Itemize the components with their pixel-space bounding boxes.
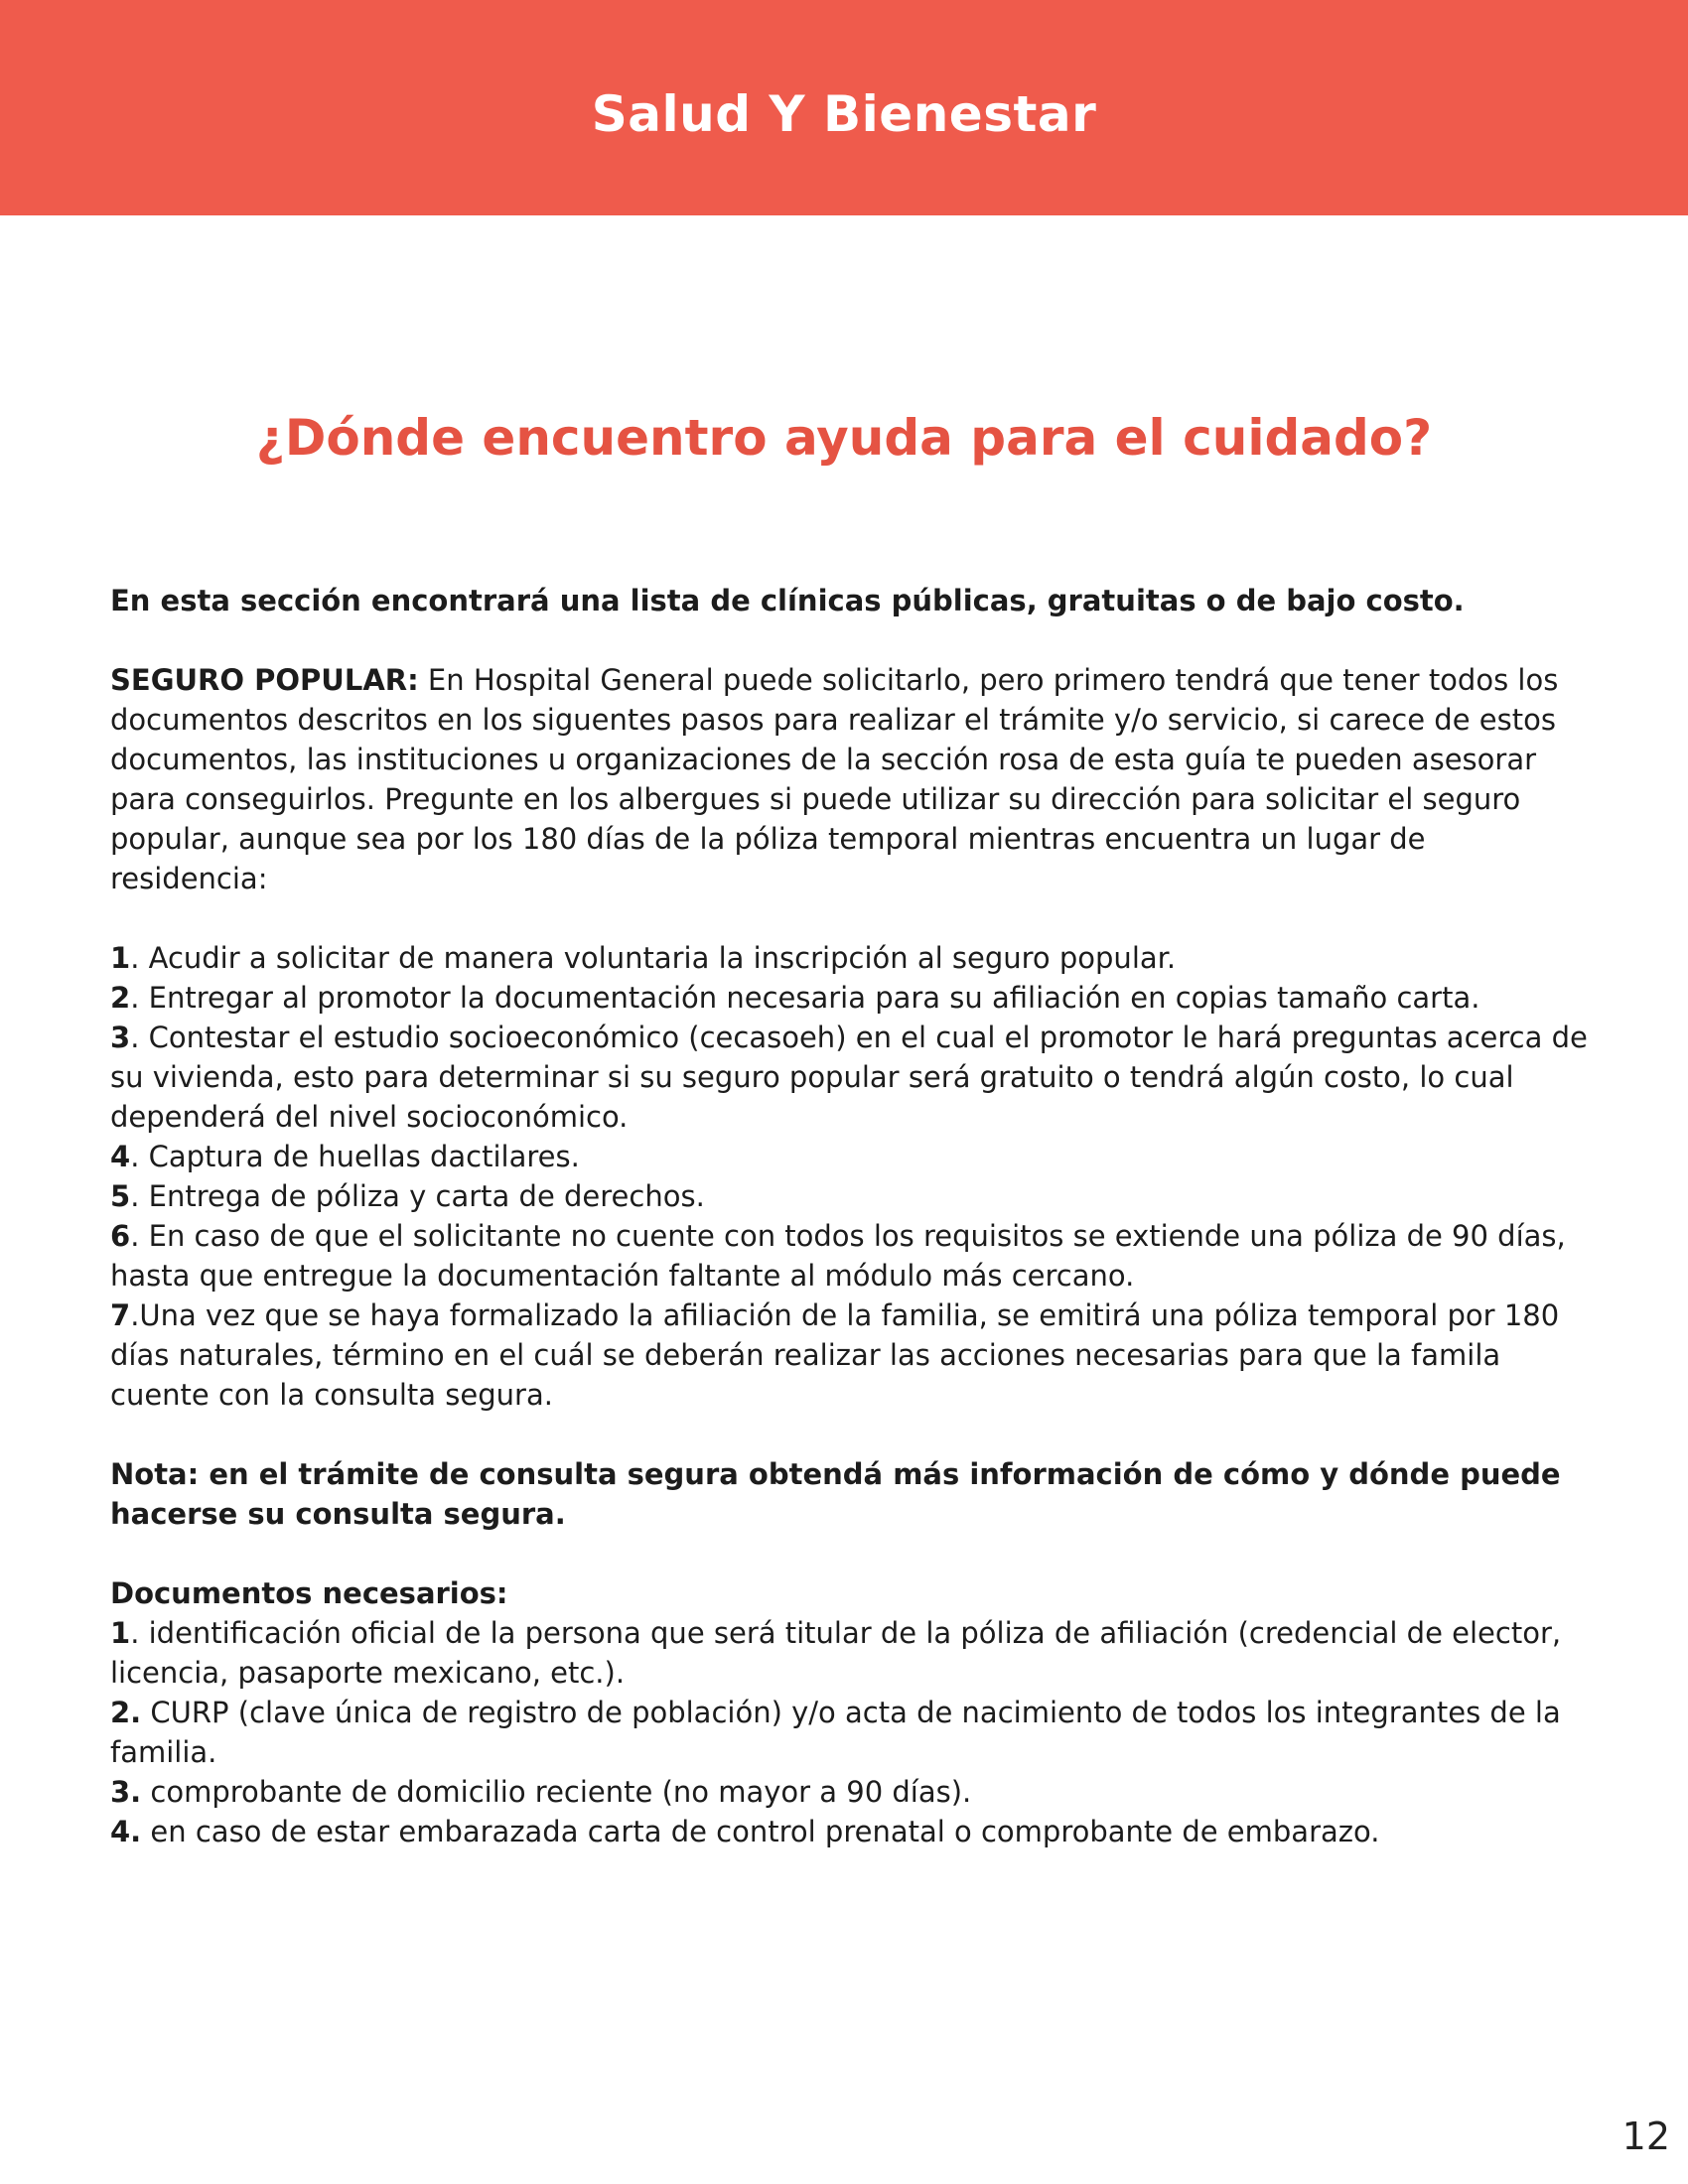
list-item [110, 1137, 1590, 1176]
list-item [110, 1296, 1590, 1415]
list-item [110, 938, 1590, 978]
header-title: Salud Y Bienestar [591, 85, 1097, 143]
document-number: 4. [110, 1815, 142, 1848]
step-number: 4 [110, 1140, 131, 1173]
note-text: Nota: en el trámite de consulta segura obtendá más información de cómo y dónde puede hacerse su consulta segura. [110, 1457, 1561, 1531]
document-text: CURP (clave única de registro de población) y/o acta de nacimiento de todos los integrantes de la familia. [110, 1696, 1561, 1769]
seguro-paragraph [110, 660, 1590, 898]
main-content [110, 581, 1590, 1851]
step-text: . Entrega de póliza y carta de derechos. [130, 1179, 705, 1213]
list-item [110, 1772, 1590, 1812]
list-item [110, 1812, 1590, 1851]
step-number: 6 [110, 1219, 131, 1253]
list-item [110, 1613, 1590, 1693]
seguro-text: En Hospital General puede solicitarlo, pero primero tendrá que tener todos los documentos descritos en los siguentes pasos para realizar el trámite y/o servicio, si carece de estos documentos, las instituciones u organizaciones de la sección rosa de esta guía te pueden asesorar para conseguirlos. Pregunte en los albergues si puede utilizar su dirección para solicitar el seguro popular, aunque sea por los 180 días de la póliza temporal mientras encuentra un lugar de residencia: [110, 663, 1559, 895]
page-number: 12 [1621, 2115, 1670, 2158]
intro-text: En esta sección encontrará una lista de clínicas públicas, gratuitas o de bajo costo. [110, 584, 1465, 617]
step-number: 7 [110, 1298, 131, 1332]
steps-list [110, 938, 1590, 1415]
documents-list [110, 1613, 1590, 1851]
document-number: 2. [110, 1696, 142, 1729]
document-number: 3. [110, 1775, 142, 1809]
document-text: en caso de estar embarazada carta de control prenatal o comprobante de embarazo. [141, 1815, 1380, 1848]
section-title: ¿Dónde encuentro ayuda para el cuidado? [255, 409, 1433, 467]
list-item [110, 1176, 1590, 1216]
document-text: . identificación oficial de la persona que será titular de la póliza de afiliación (credencial de elector, licencia, pasaporte mexicano, etc.). [110, 1616, 1562, 1690]
step-number: 3 [110, 1021, 131, 1054]
list-item [110, 978, 1590, 1018]
header-band [0, 0, 1688, 215]
document-text: comprobante de domicilio reciente (no mayor a 90 días). [141, 1775, 972, 1809]
step-number: 5 [110, 1179, 131, 1213]
list-item [110, 1018, 1590, 1137]
step-number: 1 [110, 941, 131, 975]
seguro-label: SEGURO POPULAR: [110, 663, 419, 697]
step-text: . Acudir a solicitar de manera voluntaria la inscripción al seguro popular. [130, 941, 1177, 975]
list-item [110, 1693, 1590, 1772]
step-text: . Captura de huellas dactilares. [130, 1140, 580, 1173]
step-text: . Contestar el estudio socioeconómico (cecasoeh) en el cual el promotor le hará preguntas acerca de su vivienda, esto para determinar si su seguro popular será gratuito o tendrá algún costo, lo cual dependerá del nivel socioconómico. [110, 1021, 1588, 1134]
document-number: 1 [110, 1616, 131, 1650]
list-item [110, 1216, 1590, 1296]
step-text: .Una vez que se haya formalizado la afiliación de la familia, se emitirá una póliza temporal por 180 días naturales, término en el cuál se deberán realizar las acciones necesarias para que la famila cuente con la consulta segura. [110, 1298, 1560, 1412]
documents-title: Documentos necesarios: [110, 1576, 508, 1610]
step-text: . Entregar al promotor la documentación necesaria para su afiliación en copias tamaño carta. [130, 981, 1480, 1015]
step-text: . En caso de que el solicitante no cuente con todos los requisitos se extiende una póliza de 90 días, hasta que entregue la documentación faltante al módulo más cercano. [110, 1219, 1566, 1293]
step-number: 2 [110, 981, 131, 1015]
